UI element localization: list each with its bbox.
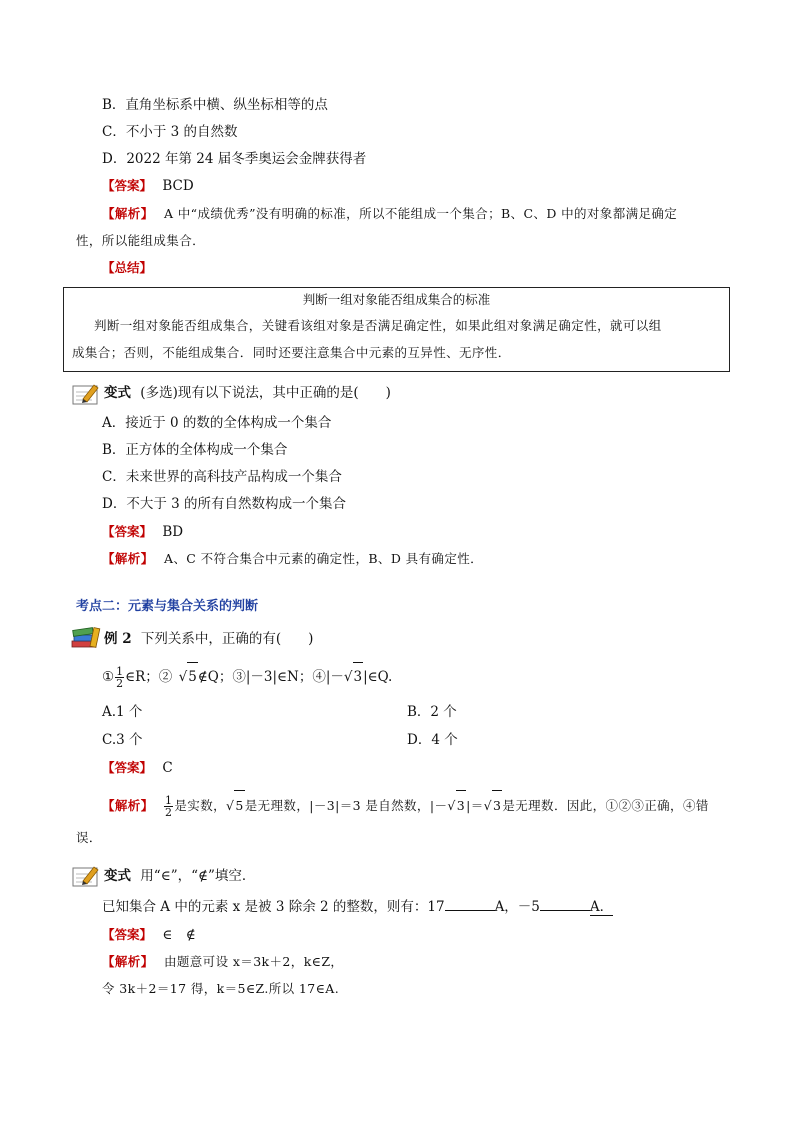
variant1-option-c: C．未来世界的高科技产品构成一个集合 xyxy=(102,469,342,485)
variant-pencil-icon xyxy=(72,865,102,887)
q1-analysis-text: A 中“成绩优秀”没有明确的标准，所以不能组成一个集合；B、C、D 中的对象都满足确定 xyxy=(163,206,678,221)
q1-analysis-line1 xyxy=(102,204,677,224)
summary-box-line1: 判断一组对象能否组成集合，关键看该组对象是否满足确定性，如果此组对象满足确定性，就可以组 xyxy=(94,318,662,333)
example2-question: 下列关系中，正确的有( ) xyxy=(140,631,314,647)
variant1-option-b: B．正方体的全体构成一个集合 xyxy=(102,442,288,458)
fill-blank[interactable] xyxy=(540,896,590,911)
variant1-option-a: A．接近于 0 的数的全体构成一个集合 xyxy=(102,415,332,431)
q1-analysis-line2: 性，所以能组成集合． xyxy=(76,233,206,248)
example2-option-a: A.1 个 xyxy=(102,704,143,720)
variant1-question-row xyxy=(104,383,391,403)
q1-answer: BCD xyxy=(162,178,194,194)
sqrt-radicand: 3 xyxy=(353,662,364,691)
variant2-analysis-row: 【解析】 由题意可设 x＝3k＋2，k∈Z， xyxy=(102,954,344,969)
variant1-question: (多选)现有以下说法，其中正确的是( ) xyxy=(140,385,391,401)
variant1-answer: BD xyxy=(162,524,184,540)
q1-answer-row xyxy=(102,176,194,196)
example2-label: 例 2 xyxy=(104,631,132,647)
variant2-analysis-1: 由题意可设 x＝3k＋2，k∈Z， xyxy=(163,954,344,969)
summary-box-title: 判断一组对象能否组成集合的标准 xyxy=(302,292,491,307)
summary-box xyxy=(63,287,730,372)
fraction: $\frac{1}{2}$ xyxy=(164,794,173,819)
example2-option-c: C.3 个 xyxy=(102,732,143,748)
example2-relations: ① $\frac{1}{2}$ ∈R；② √5∉Q；③|－3|∈N；④|－√3|∈Q. xyxy=(102,662,392,691)
variant2-label: 变式 xyxy=(104,868,131,884)
books-icon xyxy=(70,626,102,650)
fill-blank[interactable] xyxy=(445,896,495,911)
fraction: $\frac{1}{2}$ xyxy=(116,665,124,690)
variant2-statement: 已知集合 A 中的元素 x 是被 3 除余 2 的整数，则有：17 A，－5 A． xyxy=(102,896,613,917)
q1-option-d: D．2022 年第 24 届冬季奥运会金牌获得者 xyxy=(102,151,367,167)
variant1-answer-row: 【答案】 BD xyxy=(102,524,184,540)
variant1-label: 变式 xyxy=(104,385,131,401)
example2-analysis-line1: 【解析】 $\frac{1}{2}$ 是实数，√5是无理数，|－3|＝3 是自然数，|－√3|＝√3是无理数．因此，①②③正确，④错 xyxy=(102,790,709,821)
summary-tag: 【总结】 xyxy=(102,260,153,275)
variant1-option-d: D．不大于 3 的所有自然数构成一个集合 xyxy=(102,496,346,512)
example2-option-d: D．4 个 xyxy=(407,732,458,748)
sqrt-radicand: 5 xyxy=(187,662,198,691)
example2-answer: C xyxy=(162,760,173,776)
example2-option-b: B．2 个 xyxy=(407,704,457,720)
variant-pencil-icon xyxy=(72,383,102,405)
variant2-analysis-2: 令 3k＋2＝17 得，k＝5∈Z.所以 17∈A. xyxy=(102,981,340,996)
variant2-answer: ∈ ∉ xyxy=(162,927,196,943)
summary-box-line2: 成集合；否则，不能组成集合．同时还要注意集合中元素的互异性、无序性． xyxy=(72,345,511,360)
example2-analysis-line2: 误． xyxy=(76,830,102,845)
section-heading: 考点二：元素与集合关系的判断 xyxy=(76,599,259,614)
variant1-analysis: A、C 不符合集合中元素的确定性，B、D 具有确定性． xyxy=(163,551,484,566)
variant1-analysis-row: 【解析】 A、C 不符合集合中元素的确定性，B、D 具有确定性． xyxy=(102,551,484,566)
q1-option-b: B．直角坐标系中横、纵坐标相等的点 xyxy=(102,97,328,113)
variant2-answer-row: 【答案】 ∈ ∉ xyxy=(102,927,196,943)
analysis-tag: 【解析】 xyxy=(102,206,154,221)
answer-tag: 【答案】 xyxy=(102,178,153,193)
q1-option-c: C．不小于 3 的自然数 xyxy=(102,124,238,140)
example2-answer-row: 【答案】 C xyxy=(102,760,173,776)
example2-question-row xyxy=(104,629,313,649)
variant2-question-row xyxy=(104,866,255,886)
variant2-question: 用“∈”，“∉”填空． xyxy=(140,868,256,884)
